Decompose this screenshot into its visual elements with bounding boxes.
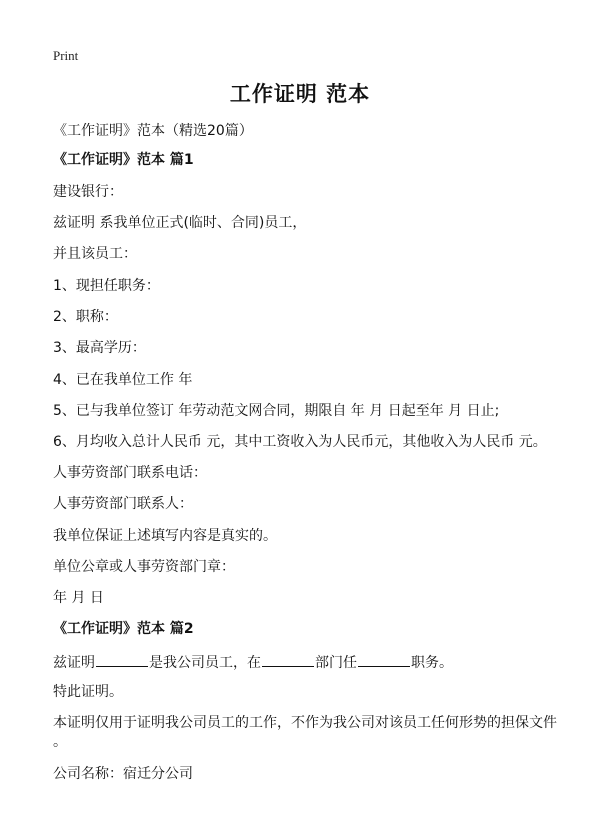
intro-line: 《工作证明》范本（精选20篇） bbox=[53, 123, 253, 139]
section1-line: 4、已在我单位工作 年 bbox=[53, 372, 193, 388]
section1-line: 建设银行： bbox=[53, 184, 123, 200]
section1-heading: 《工作证明》范本 篇1 bbox=[53, 152, 194, 168]
blank-name-field bbox=[96, 652, 148, 667]
section2-line: 特此证明。 bbox=[53, 684, 123, 700]
section1-line: 6、月均收入总计人民币 元，其中工资收入为人民币元，其他收入为人民币 元。 bbox=[53, 434, 547, 450]
section2-heading: 《工作证明》范本 篇2 bbox=[53, 621, 194, 637]
section1-line: 并且该员工： bbox=[53, 246, 137, 262]
section1-line: 人事劳资部门联系人： bbox=[53, 496, 193, 512]
section1-line: 5、已与我单位签订 年劳动范文网合同，期限自 年 月 日起至年 月 日止; bbox=[53, 403, 500, 419]
section1-line: 我单位保证上述填写内容是真实的。 bbox=[53, 528, 277, 544]
fill-text-1: 兹证明 bbox=[53, 655, 95, 671]
section2-line: 本证明仅用于证明我公司员工的工作，不作为我公司对该员工任何形势的担保文件 bbox=[53, 715, 557, 731]
fill-text-4: 职务。 bbox=[411, 655, 453, 671]
print-link[interactable]: Print bbox=[53, 48, 79, 63]
section1-line: 人事劳资部门联系电话： bbox=[53, 465, 207, 481]
section1-line: 单位公章或人事劳资部门章： bbox=[53, 559, 235, 575]
blank-department-field bbox=[262, 652, 314, 667]
section1-line: 2、职称： bbox=[53, 309, 118, 325]
section2-fill-line bbox=[53, 652, 453, 672]
section2-line: 。 bbox=[53, 734, 67, 750]
fill-text-3: 部门任 bbox=[315, 655, 357, 671]
section2-company-line: 公司名称：宿迁分公司 bbox=[53, 766, 193, 782]
section1-line: 兹证明 系我单位正式(临时、合同)员工， bbox=[53, 215, 307, 231]
section1-line: 3、最高学历： bbox=[53, 340, 146, 356]
section1-line: 1、现担任职务： bbox=[53, 278, 160, 294]
document-title: 工作证明 范本 bbox=[229, 82, 371, 106]
blank-position-field bbox=[358, 652, 410, 667]
section1-date-line: 年 月 日 bbox=[53, 590, 104, 606]
fill-text-2: 是我公司员工，在 bbox=[149, 655, 261, 671]
